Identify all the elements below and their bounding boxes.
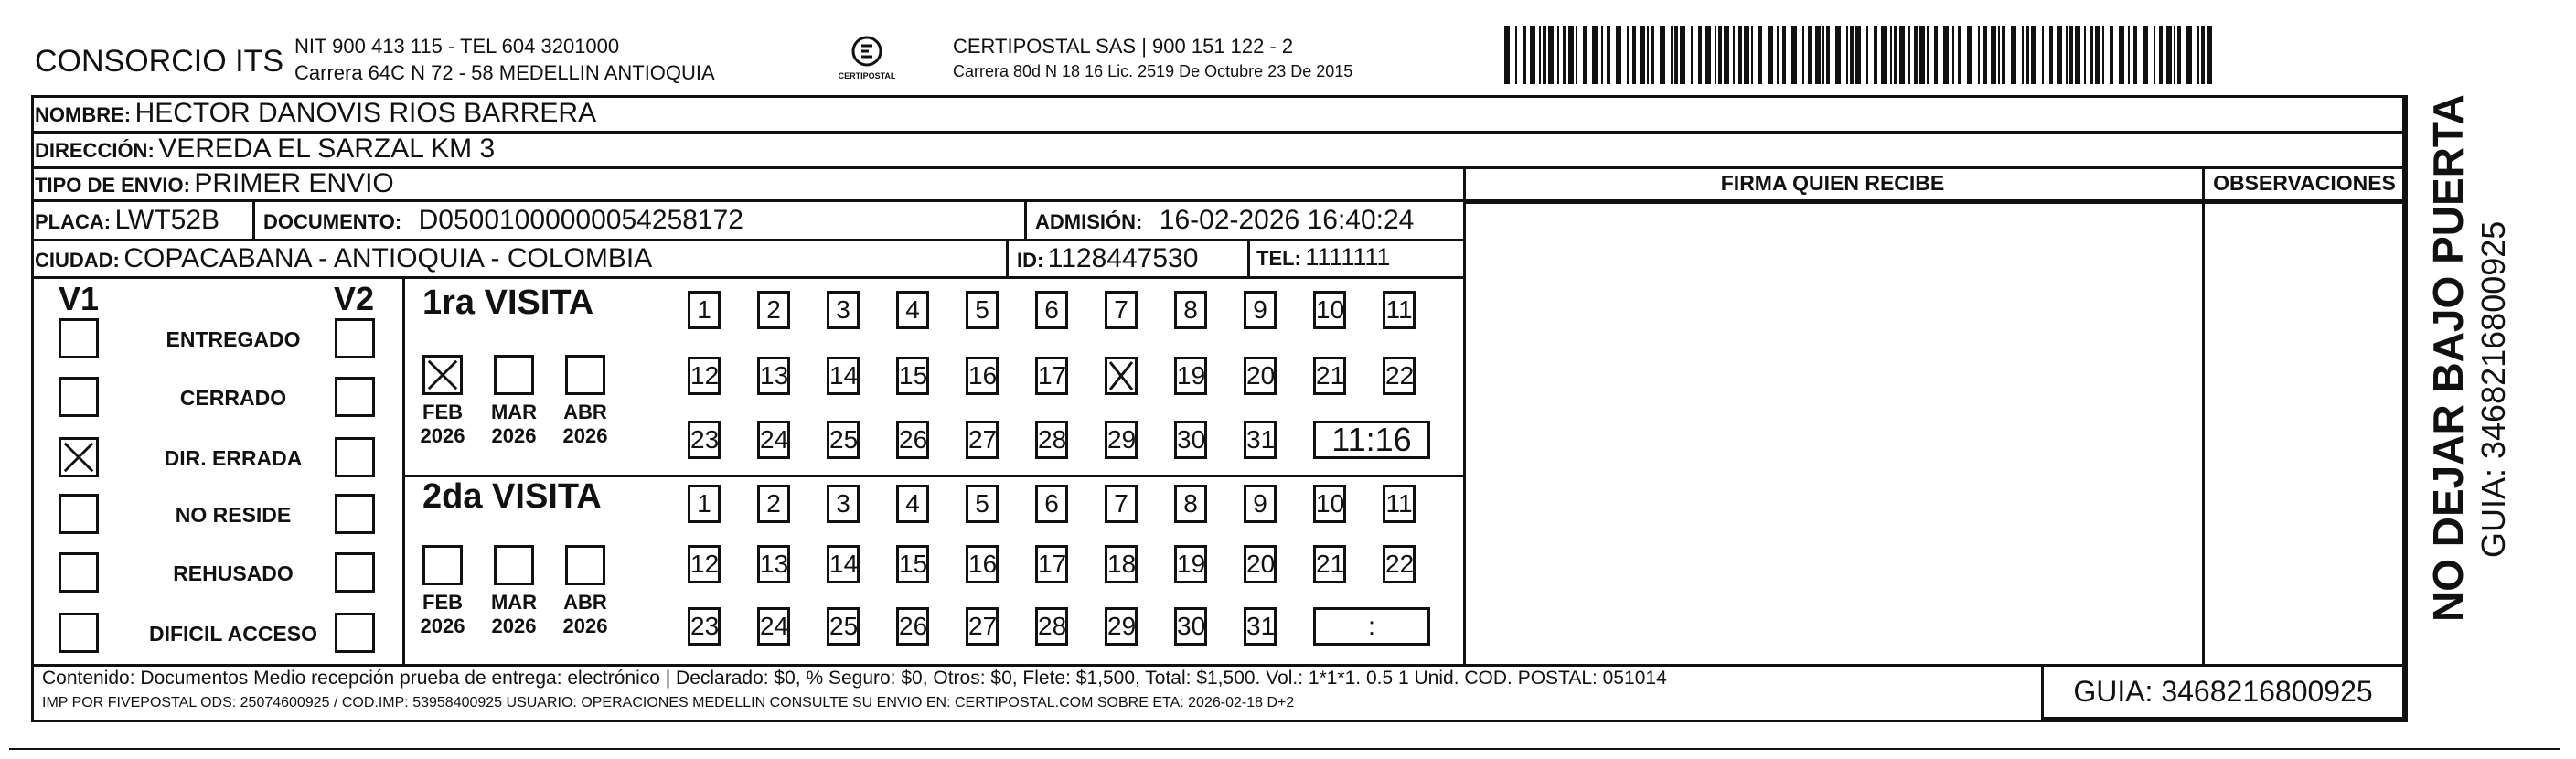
- v2-header: V2: [334, 280, 375, 317]
- company-name: CONSORCIO ITS: [35, 44, 284, 79]
- day-box[interactable]: 19: [1174, 357, 1207, 395]
- day-box[interactable]: 1: [688, 485, 721, 523]
- day-box[interactable]: 31: [1244, 607, 1277, 646]
- barcode-bar: [1866, 26, 1868, 84]
- tipo-value: PRIMER ENVIO: [194, 168, 394, 198]
- month-checkbox[interactable]: [494, 545, 534, 585]
- month-label: ABR: [563, 401, 607, 423]
- barcode-bar: [1777, 26, 1779, 84]
- day-box[interactable]: 25: [827, 421, 860, 459]
- day-box[interactable]: 26: [896, 607, 929, 646]
- barcode-bar: [1967, 26, 1972, 84]
- month-year: 2026: [491, 615, 537, 637]
- barcode-bar: [1890, 26, 1892, 84]
- barcode-bar: [2042, 26, 2044, 84]
- barcode-bar: [2057, 26, 2062, 84]
- side-guia: GUIA: 3468216800925: [2474, 220, 2512, 558]
- barcode-bar: [2102, 26, 2104, 84]
- nombre-value: HECTOR DANOVIS RIOS BARRERA: [134, 98, 597, 128]
- status-v2-checkbox[interactable]: [335, 613, 375, 653]
- footer-contenido: Contenido: Documentos Medio recepción prueba de entrega: electrónico | Declarado: $0, % Seguro: $0, Otros: $0, Flete: $1,500, Total: $1,500. Vol.: 1*1*1. 0.5 1 Unid. COD. POSTAL: 051014: [42, 668, 1667, 689]
- barcode-bar: [1815, 26, 1821, 84]
- barcode-bar: [1674, 26, 1678, 84]
- status-v2-checkbox[interactable]: [335, 494, 375, 534]
- day-box[interactable]: 27: [966, 421, 999, 459]
- month-label: FEB: [422, 591, 463, 614]
- day-box[interactable]: 28: [1035, 607, 1068, 646]
- barcode-bar: [1998, 26, 2000, 84]
- day-box[interactable]: 15: [896, 357, 929, 395]
- barcode-bar: [1914, 26, 1918, 84]
- month-checkbox[interactable]: [494, 355, 534, 395]
- barcode-bar: [1563, 26, 1566, 84]
- barcode-bar: [2207, 26, 2212, 84]
- barcode-bar: [1504, 26, 1510, 84]
- day-box[interactable]: 26: [896, 421, 929, 459]
- day-box[interactable]: 23: [688, 607, 721, 646]
- barcode-bar: [1958, 26, 1961, 84]
- direccion-value: VEREDA EL SARZAL KM 3: [158, 134, 496, 164]
- barcode-bar: [1835, 26, 1841, 84]
- time-box[interactable]: :: [1313, 607, 1430, 646]
- day-box[interactable]: 16: [966, 545, 999, 583]
- day-box[interactable]: 7: [1105, 291, 1138, 329]
- barcode-bar: [2084, 26, 2086, 84]
- barcode-bar: [2174, 26, 2175, 84]
- barcode-bar: [1557, 26, 1559, 84]
- day-box[interactable]: 25: [827, 607, 860, 646]
- barcode-bar: [1705, 26, 1711, 84]
- ciudad-row: [35, 243, 652, 274]
- barcode-bar: [1647, 26, 1649, 84]
- barcode-bar: [1934, 26, 1938, 84]
- tel-value: 1111111: [1305, 243, 1391, 271]
- barcode-bar: [1822, 26, 1824, 84]
- barcode-bar: [1698, 26, 1702, 84]
- barcode-bar: [1515, 26, 1517, 84]
- month-checkbox[interactable]: [565, 545, 605, 585]
- day-box[interactable]: 20: [1244, 357, 1277, 395]
- admision-value: 16-02-2026 16:40:24: [1159, 205, 1415, 235]
- status-v1-checkbox[interactable]: [59, 494, 99, 534]
- day-box[interactable]: 27: [966, 607, 999, 646]
- barcode-bar: [2022, 26, 2024, 84]
- day-box[interactable]: 6: [1035, 291, 1068, 329]
- barcode-bar: [1908, 26, 1910, 84]
- status-v2-checkbox[interactable]: [335, 437, 375, 477]
- barcode-bar: [1744, 26, 1749, 84]
- admision-field: [1035, 205, 1414, 236]
- barcode-bar: [1601, 26, 1603, 84]
- ciudad-value: COPACABANA - ANTIOQUIA - COLOMBIA: [123, 243, 653, 273]
- footer-guia: GUIA: 3468216800925: [2073, 675, 2373, 708]
- tel-label: TEL:: [1256, 247, 1301, 270]
- barcode-bar: [1738, 26, 1742, 84]
- barcode-bar: [1607, 26, 1610, 84]
- barcode-bar: [1671, 26, 1673, 84]
- barcode-bar: [1943, 26, 1949, 84]
- status-v2-checkbox[interactable]: [335, 318, 375, 358]
- month-year: 2026: [562, 424, 608, 447]
- barcode-bar: [1680, 26, 1685, 84]
- day-box[interactable]: 19: [1174, 545, 1207, 583]
- month-checkbox[interactable]: [422, 545, 463, 585]
- barcode-bar: [2133, 26, 2137, 84]
- day-box[interactable]: 13: [757, 545, 790, 583]
- month-label: MAR: [490, 591, 538, 614]
- status-v2-checkbox[interactable]: [335, 552, 375, 593]
- barcode-bar: [2031, 26, 2036, 84]
- placa-value: LWT52B: [114, 205, 220, 235]
- day-box[interactable]: 24: [757, 421, 790, 459]
- documento-field: [263, 205, 743, 236]
- day-box[interactable]: 22: [1383, 545, 1416, 583]
- day-box[interactable]: 5: [966, 291, 999, 329]
- month-label: MAR: [490, 401, 538, 423]
- barcode-bar: [2002, 26, 2005, 84]
- barcode-bar: [1751, 26, 1753, 84]
- placa-row: [35, 205, 219, 236]
- footer-impresion: IMP POR FIVEPOSTAL ODS: 25074600925 / COD.IMP: 53958400925 USUARIO: OPERACIONES MEDELLIN CONSULTE SU ENVIO EN: CERTIPOSTAL.COM SOBRE ETA: 2026-02-18 D+2: [42, 695, 1295, 711]
- day-box[interactable]: 16: [966, 357, 999, 395]
- day-box[interactable]: 3: [827, 291, 860, 329]
- firma-header: FIRMA QUIEN RECIBE: [1720, 171, 1945, 195]
- day-box[interactable]: 1: [688, 291, 721, 329]
- day-box[interactable]: 24: [757, 607, 790, 646]
- ciudad-label: CIUDAD:: [35, 249, 120, 272]
- day-box[interactable]: 20: [1244, 545, 1277, 583]
- day-box[interactable]: 10: [1313, 485, 1346, 523]
- barcode-bar: [1632, 26, 1636, 84]
- barcode-bar: [2128, 26, 2130, 84]
- barcode-bar: [1691, 26, 1693, 84]
- day-box[interactable]: 4: [896, 485, 929, 523]
- barcode-bar: [1718, 26, 1722, 84]
- time-box[interactable]: 11:16: [1313, 421, 1430, 459]
- barcode-bar: [1874, 26, 1877, 84]
- day-box[interactable]: 17: [1035, 545, 1068, 583]
- nombre-label: NOMBRE:: [35, 103, 132, 126]
- tipo-row: [35, 168, 394, 199]
- side-warning: NO DEJAR BAJO PUERTA: [2424, 94, 2472, 622]
- barcode-bar: [2026, 26, 2029, 84]
- visita2-title: 2da VISITA: [422, 477, 602, 516]
- documento-value: D05001000000054258172: [418, 205, 743, 235]
- tel-field: [1256, 243, 1390, 272]
- day-box[interactable]: 17: [1035, 357, 1068, 395]
- day-box[interactable]: 4: [896, 291, 929, 329]
- barcode-bar: [1808, 26, 1812, 84]
- month-label: ABR: [563, 591, 607, 614]
- day-box[interactable]: 18: [1105, 545, 1138, 583]
- day-box[interactable]: 13: [757, 357, 790, 395]
- status-v1-checkbox[interactable]: [59, 437, 99, 477]
- v1-header: V1: [59, 280, 100, 317]
- admision-label: ADMISIÓN:: [1035, 210, 1143, 233]
- barcode-bar: [2159, 26, 2163, 84]
- barcode-bar: [1523, 26, 1526, 84]
- day-box[interactable]: 2: [757, 291, 790, 329]
- day-box[interactable]: 31: [1244, 421, 1277, 459]
- barcode-bar: [1539, 26, 1541, 84]
- barcode-bar: [2075, 26, 2080, 84]
- barcode-bar: [1583, 26, 1587, 84]
- day-box[interactable]: 2: [757, 485, 790, 523]
- barcode-bar: [1568, 26, 1574, 84]
- barcode-bar: [1576, 26, 1577, 84]
- barcode-bar: [1548, 26, 1554, 84]
- day-box[interactable]: 6: [1035, 485, 1068, 523]
- barcode-bar: [2066, 26, 2068, 84]
- barcode-bar: [1660, 26, 1665, 84]
- day-box[interactable]: 9: [1244, 485, 1277, 523]
- day-box[interactable]: 8: [1174, 485, 1207, 523]
- day-x-mark: [1107, 359, 1135, 392]
- company-address: Carrera 64C N 72 - 58 MEDELLIN ANTIOQUIA: [294, 61, 715, 84]
- direccion-row: [35, 134, 495, 165]
- month-year: 2026: [420, 424, 465, 447]
- barcode-bar: [1616, 26, 1621, 84]
- direccion-label: DIRECCIÓN:: [35, 139, 155, 162]
- day-box[interactable]: 29: [1105, 607, 1138, 646]
- status-label: DIR. ERRADA: [164, 446, 303, 470]
- barcode-bar: [1881, 26, 1887, 84]
- month-year: 2026: [491, 424, 537, 447]
- barcode-bar: [2090, 26, 2093, 84]
- barcode-bar: [1530, 26, 1535, 84]
- barcode-bar: [2201, 26, 2205, 84]
- day-box[interactable]: 23: [688, 421, 721, 459]
- barcode-bar: [1592, 26, 1598, 84]
- month-year: 2026: [562, 615, 608, 637]
- day-box[interactable]: 3: [827, 485, 860, 523]
- status-label: ENTREGADO: [166, 327, 301, 351]
- barcode-bar: [1855, 26, 1861, 84]
- barcode-bar: [1724, 26, 1729, 84]
- documento-label: DOCUMENTO:: [263, 210, 402, 233]
- id-value: 1128447530: [1047, 243, 1199, 273]
- certipostal-line1: CERTIPOSTAL SAS | 900 151 122 - 2: [953, 35, 1294, 58]
- barcode-bar: [2011, 26, 2016, 84]
- barcode-bar: [2197, 26, 2199, 84]
- barcode-bar: [1919, 26, 1925, 84]
- barcode-bar: [2166, 26, 2172, 84]
- day-box[interactable]: 7: [1105, 485, 1138, 523]
- barcode-bar: [2177, 26, 2181, 84]
- barcode-bar: [1983, 26, 1987, 84]
- barcode-bar: [1758, 26, 1762, 84]
- day-box[interactable]: 14: [827, 357, 860, 395]
- day-box[interactable]: 10: [1313, 291, 1346, 329]
- status-label: CERRADO: [179, 386, 287, 410]
- status-v1-checkbox[interactable]: [59, 318, 99, 358]
- barcode-bar: [1850, 26, 1854, 84]
- day-box[interactable]: 28: [1035, 421, 1068, 459]
- barcode-bar: [1991, 26, 1996, 84]
- barcode-bar: [2143, 26, 2148, 84]
- barcode-bar: [1715, 26, 1716, 84]
- certipostal-line2: Carrera 80d N 18 16 Lic. 2519 De Octubre 23 De 2015: [953, 62, 1353, 80]
- day-box[interactable]: 21: [1313, 357, 1346, 395]
- barcode-bar: [1846, 26, 1848, 84]
- nombre-row: [35, 98, 596, 129]
- day-box[interactable]: 29: [1105, 421, 1138, 459]
- barcode-bar: [1927, 26, 1929, 84]
- barcode-bar: [1640, 26, 1645, 84]
- day-box[interactable]: 30: [1174, 421, 1207, 459]
- status-label: DIFICIL ACCESO: [148, 622, 317, 646]
- status-v1-checkbox[interactable]: [59, 613, 99, 653]
- day-box[interactable]: [1105, 357, 1138, 395]
- status-v1-checkbox[interactable]: [59, 377, 99, 417]
- day-box[interactable]: 11: [1383, 485, 1416, 523]
- day-box[interactable]: 30: [1174, 607, 1207, 646]
- month-checkbox[interactable]: [422, 355, 463, 395]
- day-box[interactable]: 8: [1174, 291, 1207, 329]
- barcode-bar: [1651, 26, 1654, 84]
- status-v2-checkbox[interactable]: [335, 377, 375, 417]
- barcode-bar: [1733, 26, 1735, 84]
- barcode-bar: [1978, 26, 1980, 84]
- day-box[interactable]: 9: [1244, 291, 1277, 329]
- barcode-bar: [1782, 26, 1786, 84]
- day-box[interactable]: 14: [827, 545, 860, 583]
- barcode-bar: [1768, 26, 1773, 84]
- barcode-bar: [1627, 26, 1629, 84]
- status-label: REHUSADO: [173, 561, 294, 585]
- status-label: NO RESIDE: [175, 503, 292, 527]
- id-field: [1017, 243, 1198, 274]
- barcode-bar: [1543, 26, 1546, 84]
- day-box[interactable]: 11: [1383, 291, 1416, 329]
- day-box[interactable]: 12: [688, 545, 721, 583]
- company-nit-tel: NIT 900 413 115 - TEL 604 3201000: [294, 35, 620, 58]
- observaciones-header: OBSERVACIONES: [2213, 171, 2396, 195]
- barcode-bar: [2069, 26, 2073, 84]
- day-box[interactable]: 15: [896, 545, 929, 583]
- barcode-bar: [1894, 26, 1897, 84]
- barcode-bar: [1791, 26, 1797, 84]
- barcode-bar: [2154, 26, 2155, 84]
- day-box[interactable]: 5: [966, 485, 999, 523]
- month-label: FEB: [422, 401, 463, 423]
- logo-text: CERTIPOSTAL: [838, 71, 896, 80]
- barcode-bar: [1899, 26, 1905, 84]
- placa-label: PLACA:: [35, 210, 112, 233]
- status-v1-checkbox[interactable]: [59, 552, 99, 593]
- barcode-bar: [2110, 26, 2113, 84]
- barcode-bar: [1826, 26, 1830, 84]
- month-checkbox[interactable]: [565, 355, 605, 395]
- barcode-bar: [1802, 26, 1804, 84]
- barcode-bar: [2049, 26, 2053, 84]
- certipostal-logo: [839, 33, 894, 90]
- barcode-bar: [1952, 26, 1954, 84]
- id-label: ID:: [1017, 249, 1044, 272]
- barcode-bar: [2119, 26, 2124, 84]
- visita1-title: 1ra VISITA: [422, 283, 594, 322]
- barcode-bar: [2186, 26, 2192, 84]
- barcode: [1504, 26, 2227, 84]
- day-box[interactable]: 21: [1313, 545, 1346, 583]
- tipo-label: TIPO DE ENVIO:: [35, 174, 190, 197]
- month-year: 2026: [420, 615, 465, 637]
- day-box[interactable]: 22: [1383, 357, 1416, 395]
- day-box[interactable]: 12: [688, 357, 721, 395]
- barcode-bar: [2095, 26, 2100, 84]
